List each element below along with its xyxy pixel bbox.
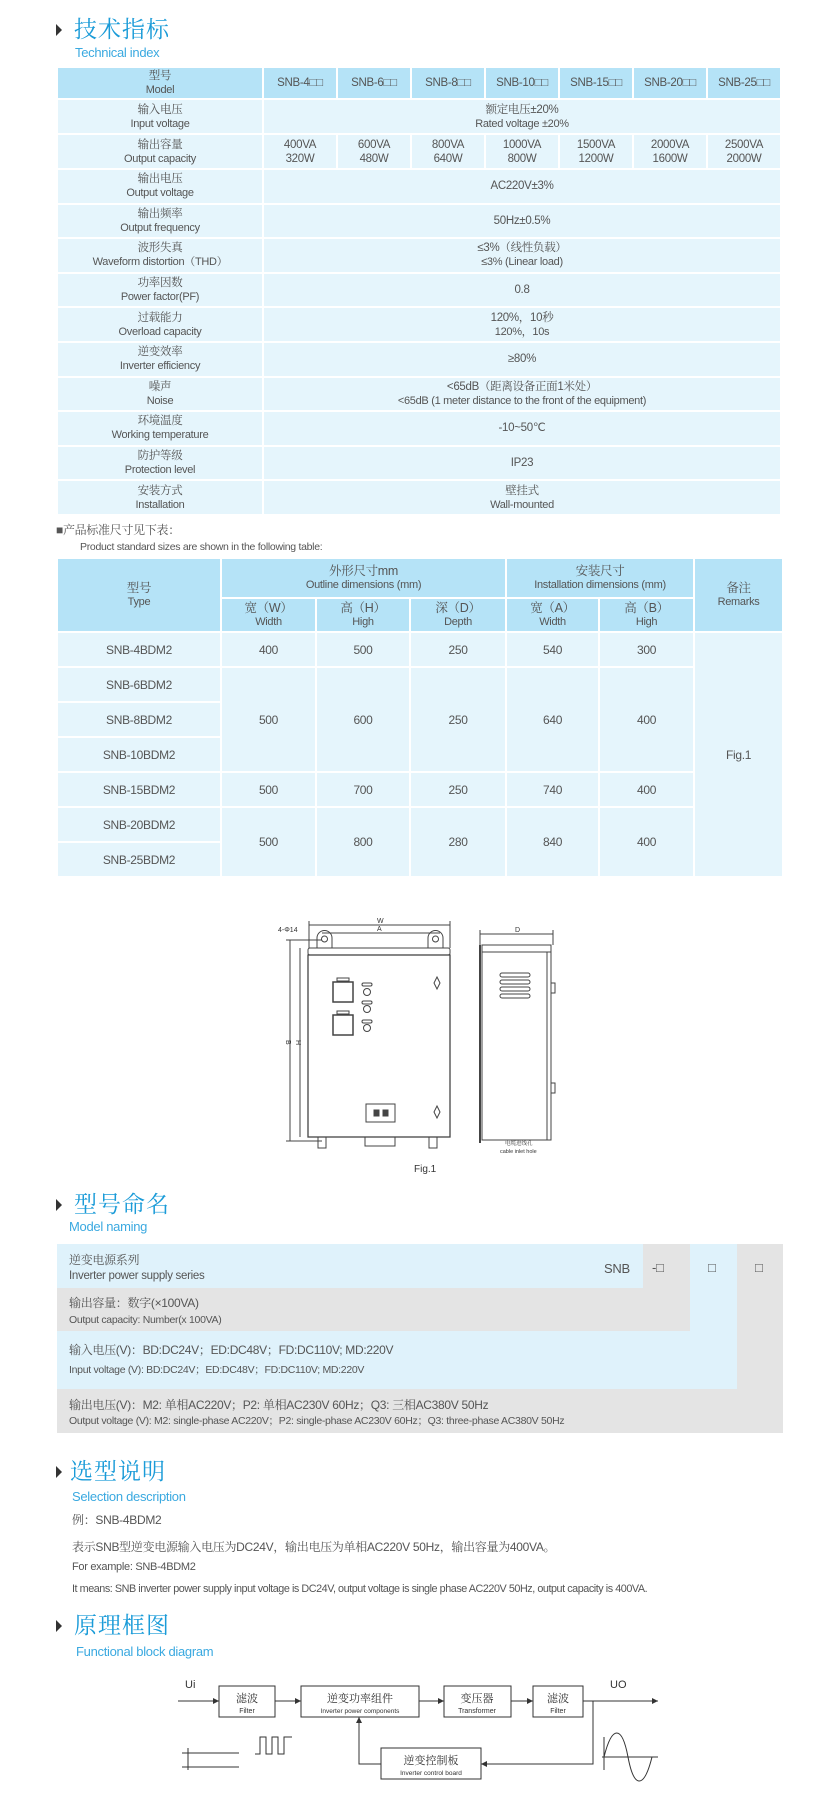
square-waveform-icon — [255, 1737, 292, 1754]
section-subtitle-tech: Technical index — [75, 45, 160, 60]
svg-text:Filter: Filter — [239, 1708, 255, 1715]
header-model: 型号 Model — [57, 67, 263, 99]
table-row — [57, 667, 783, 702]
table-row — [57, 772, 783, 807]
block-transformer — [444, 1686, 511, 1717]
block-inverter-power — [301, 1686, 419, 1717]
sine-waveform-icon — [602, 1733, 658, 1781]
label-cable-cn: 电缆进线孔 — [505, 1141, 533, 1147]
dimension-cell: 540 — [506, 632, 599, 667]
selection-meaning-en: It means: SNB inverter power supply input voltage is DC24V, output voltage is single phase AC220V 50Hz, output capacity is 400VA. — [72, 1583, 648, 1595]
block-filter-output — [533, 1686, 583, 1717]
table-row — [57, 273, 781, 308]
table-row — [57, 632, 783, 667]
dimension-cell: 700 — [316, 772, 410, 807]
dimension-cell: 250 — [410, 632, 506, 667]
row-label: 过载能力 Overload capacity — [57, 307, 263, 342]
dimension-cell: 500 — [221, 772, 316, 807]
model-col: SNB-4□□ — [263, 67, 337, 99]
row-value: <65dB（距离设备正面1米处） <65dB (1 meter distance to the front of the equipment) — [263, 377, 781, 412]
dimension-cell: 840 — [506, 807, 599, 877]
row-label: 噪声 Noise — [57, 377, 263, 412]
series-code: SNB — [604, 1261, 630, 1276]
table-row — [57, 169, 781, 204]
model-col: SNB-25□□ — [707, 67, 781, 99]
section-title-naming: 型号命名 — [74, 1191, 170, 1217]
svg-text:滤波: 滤波 — [236, 1693, 258, 1705]
capacity-cell: 2000VA 1600W — [633, 134, 707, 169]
dimension-cell: 400 — [599, 772, 694, 807]
row-label: 防护等级 Protection level — [57, 446, 263, 481]
row-label: 输入电压 Input voltage — [57, 99, 263, 134]
section-title-selection: 选型说明 — [70, 1458, 166, 1484]
svg-text:Transformer: Transformer — [458, 1708, 496, 1715]
subheader: 深（D） Depth — [410, 598, 506, 632]
selection-example-cn: 例：SNB-4BDM2 — [72, 1513, 162, 1527]
row-value: 0.8 — [263, 273, 781, 308]
dimension-cell: 640 — [506, 667, 599, 772]
dimension-cell: 500 — [221, 807, 316, 877]
dimension-cell: 250 — [410, 772, 506, 807]
table-row — [57, 480, 781, 515]
dc-waveform-icon — [182, 1748, 239, 1770]
label-w: W — [377, 918, 384, 925]
model-col: SNB-15□□ — [559, 67, 633, 99]
type-cell: SNB-4BDM2 — [57, 632, 221, 667]
header-install: 安装尺寸 Installation dimensions (mm) — [506, 558, 694, 598]
label-uo: UO — [610, 1679, 627, 1691]
dimension-cell: 250 — [410, 667, 506, 772]
label-d: D — [515, 927, 521, 934]
block-control-board — [381, 1748, 481, 1779]
capacity-cell: 2500VA 2000W — [707, 134, 781, 169]
dimension-cell: 500 — [221, 667, 316, 772]
table-row — [57, 377, 781, 412]
dimension-cell: 740 — [506, 772, 599, 807]
section-arrow-icon — [56, 24, 62, 36]
dimension-cell: 300 — [599, 632, 694, 667]
input-voltage-cn: 输入电压(V)：BD:DC24V；ED:DC48V；FD:DC110V; MD:220V — [69, 1343, 394, 1357]
capacity-cell: 400VA 320W — [263, 134, 337, 169]
table-row — [57, 99, 781, 134]
row-label: 波形失真 Waveform distortion（THD） — [57, 238, 263, 273]
subheader: 宽（W） Width — [221, 598, 316, 632]
dimension-cell: 400 — [599, 667, 694, 772]
type-cell: SNB-6BDM2 — [57, 667, 221, 702]
dimension-cell: 400 — [221, 632, 316, 667]
row-value: AC220V±3% — [263, 169, 781, 204]
dimension-cell: 400 — [599, 807, 694, 877]
svg-text:Inverter power components: Inverter power components — [320, 1708, 400, 1715]
row-label: 功率因数 Power factor(PF) — [57, 273, 263, 308]
subheader: 高（B） High — [599, 598, 694, 632]
label-h: H — [294, 1040, 301, 1046]
row-label: 环境温度 Working temperature — [57, 411, 263, 446]
dimension-cell: 600 — [316, 667, 410, 772]
section-subtitle-selection: Selection description — [72, 1489, 186, 1504]
row-value: ≤3%（线性负载） ≤3% (Linear load) — [263, 238, 781, 273]
selection-example-en: For example: SNB-4BDM2 — [72, 1561, 196, 1573]
code-box-capacity: -□ — [652, 1260, 664, 1275]
dimension-cell: 800 — [316, 807, 410, 877]
subheader: 高（H） High — [316, 598, 410, 632]
series-cn: 逆变电源系列 — [69, 1253, 140, 1267]
header-outline: 外形尺寸mm Outline dimensions (mm) — [221, 558, 506, 598]
svg-text:Inverter control board: Inverter control board — [400, 1770, 462, 1777]
sizes-table — [56, 557, 784, 878]
code-box-output: □ — [755, 1260, 763, 1275]
row-label: 逆变效率 Inverter efficiency — [57, 342, 263, 377]
input-voltage-en: Input voltage (V): BD:DC24V；ED:DC48V；FD:DC110V; MD:220V — [69, 1364, 365, 1376]
svg-text:Filter: Filter — [550, 1708, 566, 1715]
table-row — [57, 807, 783, 842]
type-cell: SNB-10BDM2 — [57, 737, 221, 772]
table-row — [57, 307, 781, 342]
code-box-input: □ — [708, 1260, 716, 1275]
svg-text:滤波: 滤波 — [547, 1693, 569, 1705]
model-col: SNB-6□□ — [337, 67, 411, 99]
table-header-row — [57, 67, 781, 99]
selection-meaning-cn: 表示SNB型逆变电源输入电压为DC24V，输出电压为单相AC220V 50Hz，输出容量为400VA。 — [72, 1540, 556, 1554]
dimension-cell: 280 — [410, 807, 506, 877]
sizes-note-en: Product standard sizes are shown in the following table: — [80, 541, 323, 553]
row-label: 输出容量 Output capacity — [57, 134, 263, 169]
capacity-cell: 800VA 640W — [411, 134, 485, 169]
table-row — [57, 204, 781, 239]
row-value: 120%，10秒 120%，10s — [263, 307, 781, 342]
capacity-en: Output capacity: Number(x 100VA) — [69, 1314, 222, 1326]
dimension-figure — [270, 915, 570, 1180]
section-subtitle-block: Functional block diagram — [76, 1644, 214, 1659]
output-voltage-cn: 输出电压(V)：M2: 单相AC220V；P2: 单相AC230V 60Hz；Q3: 三相AC380V 50Hz — [69, 1398, 489, 1412]
row-label: 输出频率 Output frequency — [57, 204, 263, 239]
row-value: IP23 — [263, 446, 781, 481]
capacity-cn: 输出容量：数字(×100VA) — [69, 1296, 199, 1310]
remarks-cell: Fig.1 — [694, 632, 783, 877]
section-arrow-icon — [56, 1199, 62, 1211]
model-col: SNB-10□□ — [485, 67, 559, 99]
row-value: 50Hz±0.5% — [263, 204, 781, 239]
label-b: B — [284, 1040, 291, 1045]
type-cell: SNB-8BDM2 — [57, 702, 221, 737]
section-subtitle-naming: Model naming — [69, 1219, 148, 1234]
section-arrow-icon — [56, 1620, 62, 1632]
output-voltage-en: Output voltage (V): M2: single-phase AC220V；P2: single-phase AC230V 60Hz；Q3: three-phase AC380V 50Hz — [69, 1415, 565, 1427]
row-value: ≥80% — [263, 342, 781, 377]
tech-spec-table — [56, 66, 782, 516]
label-cable-en: cable inlet hole — [500, 1149, 537, 1155]
label-ui: Ui — [185, 1679, 196, 1691]
row-label: 安装方式 Installation — [57, 480, 263, 515]
svg-text:逆变功率组件: 逆变功率组件 — [327, 1693, 393, 1705]
sizes-note-cn: ■产品标准尺寸见下表： — [56, 523, 180, 537]
svg-text:逆变控制板: 逆变控制板 — [403, 1755, 459, 1767]
capacity-cell: 600VA 480W — [337, 134, 411, 169]
svg-text:变压器: 变压器 — [460, 1693, 494, 1705]
label-a: A — [377, 926, 382, 933]
subheader: 宽（A） Width — [506, 598, 599, 632]
header-remarks: 备注 Remarks — [694, 558, 783, 632]
capacity-cell: 1500VA 1200W — [559, 134, 633, 169]
section-title-tech: 技术指标 — [74, 16, 170, 42]
table-row — [57, 134, 781, 169]
capacity-cell: 1000VA 800W — [485, 134, 559, 169]
dimension-cell: 500 — [316, 632, 410, 667]
label-holes: 4-Φ14 — [278, 927, 298, 934]
row-value: 壁挂式 Wall-mounted — [263, 480, 781, 515]
series-en: Inverter power supply series — [69, 1270, 205, 1282]
model-col: SNB-8□□ — [411, 67, 485, 99]
type-cell: SNB-25BDM2 — [57, 842, 221, 877]
block-filter-input — [219, 1686, 275, 1717]
type-cell: SNB-20BDM2 — [57, 807, 221, 842]
table-row — [57, 446, 781, 481]
functional-block-diagram — [170, 1670, 670, 1790]
table-row — [57, 342, 781, 377]
row-value: 额定电压±20% Rated voltage ±20% — [263, 99, 781, 134]
section-title-block: 原理框图 — [74, 1612, 170, 1638]
table-row — [57, 411, 781, 446]
header-type: 型号 Type — [57, 558, 221, 632]
model-col: SNB-20□□ — [633, 67, 707, 99]
section-arrow-icon — [56, 1466, 62, 1478]
row-label: 输出电压 Output voltage — [57, 169, 263, 204]
figure-caption: Fig.1 — [414, 1164, 437, 1175]
type-cell: SNB-15BDM2 — [57, 772, 221, 807]
row-value: -10~50℃ — [263, 411, 781, 446]
table-row — [57, 238, 781, 273]
